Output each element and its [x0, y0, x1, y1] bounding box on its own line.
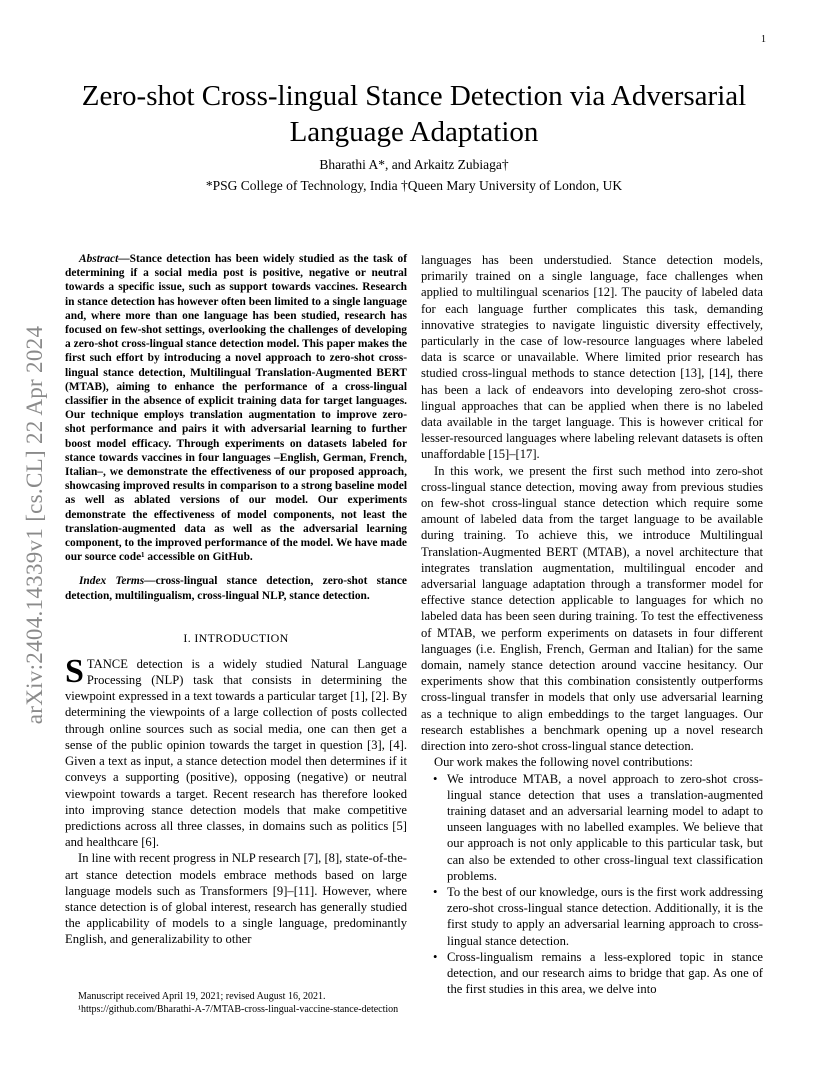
intro-paragraph-1	[65, 652, 407, 850]
right-paragraph-2: In this work, we present the first such method into zero-shot cross-lingual stance detection, moving away from previous studies on few-shot cross-lingual stance detection which require some amount of labeled data from the target language to be available during training. To achieve this, we introduce Multilingual Translation-Augmented BERT (MTAB), a novel architecture that integrates translation augmentation, multilingual encoder and adversarial language adaptation through a transformer model for effective stance detection applicable to languages for which no labeled data has been seen during training. To test the effectiveness of MTAB, we perform experiments on datasets in four different languages (i.e. English, French, German and Italian) for the same domain, namely stance detection around vaccine hesitancy. Our experiments show that this combination consistently outperforms cross-lingual transfer in models that only use adversarial learning as a technique to align embeddings to the target languages. Our research establishes a benchmark opening up a novel research direction into zero-shot cross-lingual stance detection.	[421, 463, 763, 754]
footnote-url: ¹https://github.com/Bharathi-A-7/MTAB-cross-lingual-vaccine-stance-detection	[78, 1004, 399, 1015]
intro-paragraph-1-text: TANCE detection is a widely studied Natural Language Processing (NLP) task that consists in determining the viewpoint expressed in a text towards a particular target [1], [2]. By determining the viewpoints of a large collection of posts collected through online sources such as social media, one can then get a sense of the public opinion towards the target in question [3], [4]. Given a text as input, a stance detection model then determines if it conveys a supporting (positive), opposing (negative) or neutral viewpoint towards a target. Recent research has therefore looked into improving stance detection models that make competitive predictions across all three classes, in domains such as politics [5] and healthcare [6].	[65, 656, 407, 850]
arxiv-watermark	[20, 290, 50, 760]
right-paragraph-3: Our work makes the following novel contributions:	[434, 755, 693, 770]
right-column	[421, 252, 763, 997]
index-terms-text: —cross-lingual stance detection, zero-shot stance detection, multilingualism, cross-lingual NLP, stance detection.	[65, 575, 407, 602]
page-number: 1	[761, 34, 766, 45]
abstract-text: —Stance detection has been widely studied as the task of determining if a social media post is positive, negative or neutral towards a specific issue, such as support towards vaccines. Research in stance detection has however often been limited to a single language and, where more than one language has been studied, research has focused on few-shot settings, overlooking the challenges of developing a zero-shot cross-lingual stance detection model. This paper makes the first such effort by introducing a novel approach to zero-shot cross-lingual stance detection, Multilingual Translation-Augmented BERT (MTAB), aiming to enhance the performance of a cross-lingual classifier in the absence of explicit training data for target languages. Our technique employs translation augmentation to improve zero-shot performance and pairs it with adversarial learning to further boost model efficacy. Through experiments on datasets labeled for stance towards vaccines in four languages –English, German, French, Italian–, we demonstrate the effectiveness of our proposed approach, showcasing improved results in comparison to a strong baseline model as well as ablated versions of our model. Our experiments demonstrate the effectiveness of model components, not least the translation-augmented data as well as the adversarial learning component, to the improved performance of the model. We have made our source code¹ accessible on GitHub.	[65, 253, 407, 564]
footnote-manuscript: Manuscript received April 19, 2021; revised August 16, 2021.	[78, 991, 326, 1002]
section-heading-introduction: I. INTRODUCTION	[183, 630, 289, 645]
arxiv-stamp-text: arXiv:2404.14339v1 [cs.CL] 22 Apr 2024	[22, 325, 47, 725]
list-item: • To the best of our knowledge, ours is the first work addressing zero-shot cross-lingual stance detection. Additionally, it is the first study to apply an adversarial learning approach to cross-lingual stance detection.	[447, 884, 763, 949]
abstract	[65, 252, 407, 564]
index-terms-label: Index Terms	[79, 575, 145, 588]
right-paragraph-1: languages has been understudied. Stance detection models, primarily trained on a single language, face challenges when applied to multilingual scenarios [12]. The paucity of labeled data for each language further complicates this task, demanding innovative strategies to navigate linguistic diversity effectively, particularly in the case of low-resource languages where labeled data is scarce or unavailable. Where limited prior research has studied cross-lingual methods to stance detection [13], [14], there has been a lack of endeavors into developing zero-shot cross-lingual approaches that can be applied when there is no labeled data available in the target language. This is however critical for lesser-resourced languages where labeling relevant datasets is often unaffordable [15]–[17].	[421, 253, 763, 462]
paper-affiliations: *PSG College of Technology, India †Queen Mary University of London, UK	[205, 178, 623, 193]
dropcap-letter: S	[65, 652, 84, 690]
paper-authors: Bharathi A*, and Arkaitz Zubiaga†	[319, 157, 509, 172]
paper-title: Zero-shot Cross-lingual Stance Detection via Adversarial Language Adaptation	[81, 80, 747, 148]
left-column	[65, 252, 407, 948]
list-item: • Cross-lingualism remains a less-explored topic in stance detection, and our research aims to bridge that gap. As one of the first studies in this area, we delve into	[447, 949, 763, 998]
abstract-label: Abstract	[79, 253, 119, 265]
index-terms	[65, 574, 407, 602]
intro-paragraph-2: In line with recent progress in NLP research [7], [8], state-of-the-art stance detection models embrace methods based on large language models such as Transformers [9]–[11]. However, where stance detection is of global interest, research has generally studied the applicability of models to a single language, predominantly English, and generalizability to other	[65, 851, 407, 947]
footnotes	[65, 990, 435, 1016]
contributions-list	[421, 771, 763, 998]
list-item: • We introduce MTAB, a novel approach to zero-shot cross-lingual stance detection that uses a translation-augmented training dataset and an adversarial learning model to adapt to unseen languages with no labelled examples. We believe that our approach is not only applicable to this particular task, but can also be extended to other cross-lingual text classification problems.	[447, 771, 763, 884]
